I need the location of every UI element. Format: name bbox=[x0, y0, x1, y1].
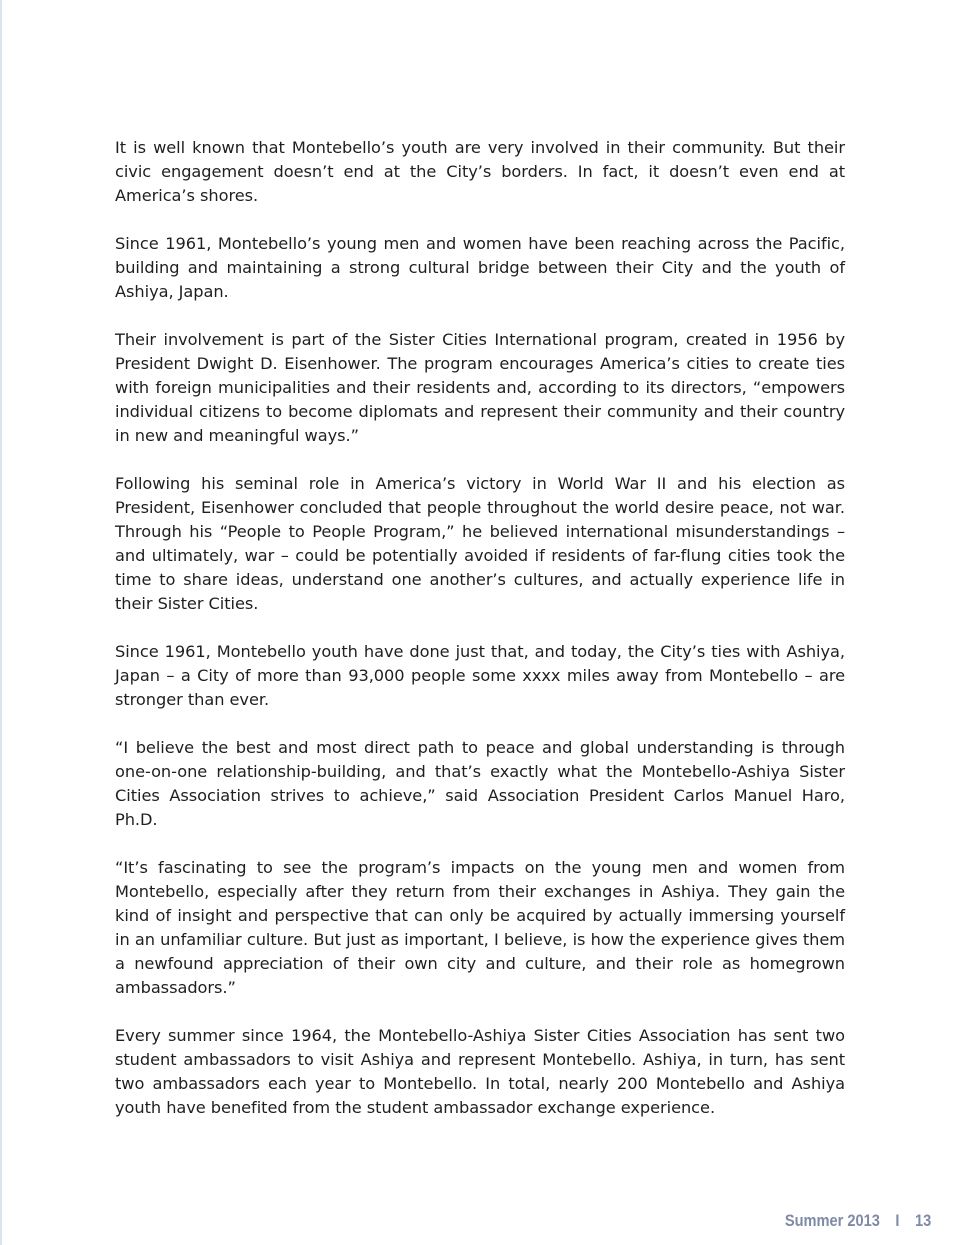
paragraph-intro: It is well known that Montebello’s youth are very involved in their community. But their civic engagement doesn’t end at the City’s borders. In fact, it doesn’t even end at America’s shores. bbox=[115, 138, 845, 205]
page-number: 13 bbox=[914, 1211, 931, 1230]
footer-issue: Summer 2013 bbox=[784, 1211, 880, 1230]
paragraph-since-1961: Since 1961, Montebello’s young men and women have been reaching across the Pacific, building and maintaining a strong cultural bridge between their City and the youth of Ashiya, Japan. bbox=[115, 234, 845, 301]
footer-separator: I bbox=[895, 1211, 900, 1230]
paragraph-haro-quote: “I believe the best and most direct path to peace and global understanding is through one-on-one relationship-building, and that’s exactly what the Montebello-Ashiya Sister Cities Association strives to achieve,” said Association President Carlos Manuel Haro, Ph.D. bbox=[115, 738, 845, 829]
article-body bbox=[115, 136, 845, 1144]
page-footer bbox=[785, 1211, 931, 1231]
paragraph-ambassadors: Every summer since 1964, the Montebello-Ashiya Sister Cities Association has sent two student ambassadors to visit Ashiya and represent Montebello. Ashiya, in turn, has sent two ambassadors each year to Montebello. In total, nearly 200 Montebello and Ashiya youth have benefited from the student ambassador exchange experience. bbox=[115, 1026, 845, 1117]
paragraph-impacts-quote: “It’s fascinating to see the program’s impacts on the young men and women from Montebello, especially after they return from their exchanges in Ashiya. They gain the kind of insight and perspective that can only be acquired by actually immersing yourself in an unfamiliar culture. But just as important, I believe, is how the experience gives them a newfound appreciation of their own city and culture, and their role as homegrown ambassadors.” bbox=[115, 858, 845, 997]
paragraph-sister-cities-program: Their involvement is part of the Sister Cities International program, created in 1956 by President Dwight D. Eisenhower. The program encourages America’s cities to create ties with foreign municipalities and their residents and, according to its directors, “empowers individual citizens to become diplomats and represent their community and their country in new and meaningful ways.” bbox=[115, 330, 845, 445]
page-edge-rule bbox=[0, 0, 2, 1245]
paragraph-ashiya-ties: Since 1961, Montebello youth have done just that, and today, the City’s ties with Ashiya, Japan – a City of more than 93,000 people some xxxx miles away from Montebello – are stronger than ever. bbox=[115, 642, 845, 709]
paragraph-eisenhower: Following his seminal role in America’s victory in World War II and his election as President, Eisenhower concluded that people throughout the world desire peace, not war. Through his “People to People Program,” he believed international misunderstandings – and ultimately, war – could be potentially avoided if residents of far-flung cities took the time to share ideas, understand one another’s cultures, and actually experience life in their Sister Cities. bbox=[115, 474, 845, 613]
